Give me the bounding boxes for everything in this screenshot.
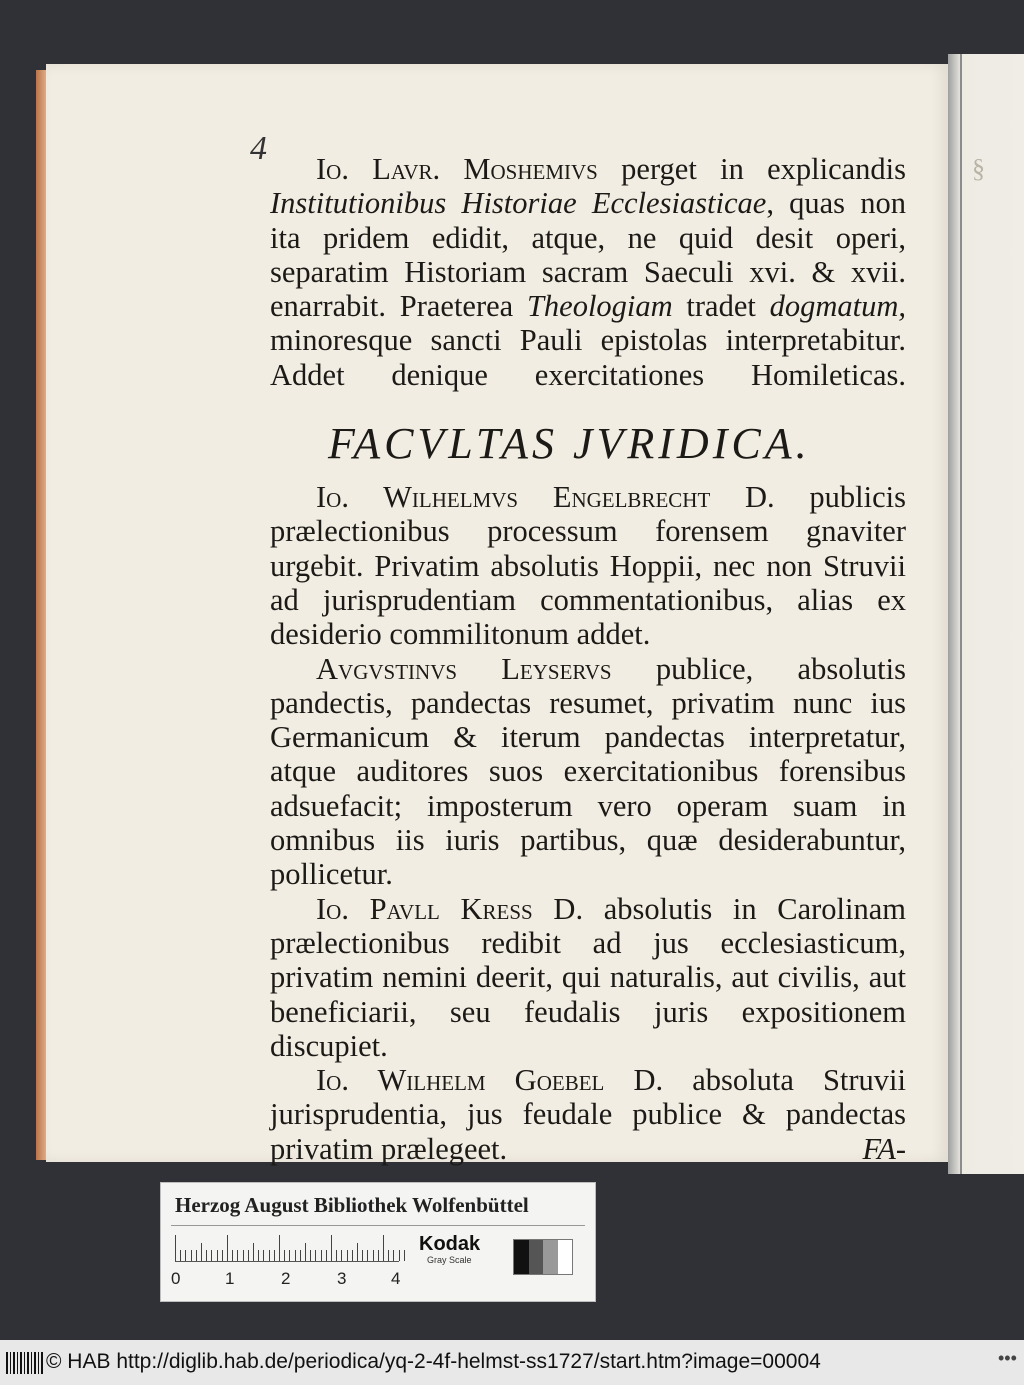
ruler-tick xyxy=(310,1250,311,1261)
paragraph-kress xyxy=(270,892,906,1063)
ruler-number: 1 xyxy=(225,1269,235,1288)
author-name: Io. Pavll Kress xyxy=(316,891,533,926)
barcode-icon xyxy=(6,1352,44,1374)
ruler-tick xyxy=(300,1250,301,1261)
ruler-number: 3 xyxy=(337,1269,347,1288)
paragraph-body: D. publicis prælectionibus processum forensem gnaviter urgebit. Privatim absolutis Hoppii, nec non Struvii ad jurisprudentiam commentationibus, alias ex desiderio commilitonum addet. xyxy=(270,480,906,652)
scale-ruler xyxy=(175,1233,399,1262)
paragraph-leyser xyxy=(270,652,906,892)
ruler-tick xyxy=(232,1250,233,1261)
text-run: perget in explicandis xyxy=(597,152,906,186)
catchword: FA- xyxy=(862,1131,906,1166)
paragraph-goebel xyxy=(270,1063,906,1166)
ruler-number: 2 xyxy=(281,1269,291,1288)
ruler-tick xyxy=(222,1250,223,1261)
ruler-tick xyxy=(196,1250,197,1261)
status-bar xyxy=(0,1340,1024,1385)
ruler-tick xyxy=(393,1250,394,1261)
more-icon[interactable]: ••• xyxy=(998,1348,1017,1368)
paragraph-engelbrecht xyxy=(270,480,906,651)
ruler-tick xyxy=(326,1250,327,1261)
text-run: tradet xyxy=(672,289,770,324)
italic-run: dogmatum, xyxy=(769,289,906,324)
ruler-tick xyxy=(378,1250,379,1261)
ruler-tick xyxy=(191,1250,192,1261)
ruler-number: 0 xyxy=(171,1269,181,1288)
color-calibration-label xyxy=(160,1182,596,1302)
ruler-tick xyxy=(201,1243,202,1261)
ruler-tick xyxy=(243,1250,244,1261)
section-heading: FACVLTAS JVRIDICA. xyxy=(328,419,811,469)
ruler-tick xyxy=(305,1243,306,1261)
label-divider xyxy=(171,1225,585,1226)
ruler-tick xyxy=(211,1250,212,1261)
ruler-tick xyxy=(253,1243,254,1261)
italic-run: Theologiam xyxy=(526,289,673,324)
author-name: Io. Lavr. Moshemivs xyxy=(316,152,598,186)
ruler-tick xyxy=(274,1250,275,1261)
ruler-tick xyxy=(206,1250,207,1261)
ruler-tick xyxy=(331,1235,332,1261)
ruler-tick xyxy=(217,1250,218,1261)
spine-line xyxy=(960,54,962,1174)
ruler-tick xyxy=(289,1250,290,1261)
ruler-tick xyxy=(341,1250,342,1261)
kodak-logo: Kodak xyxy=(419,1233,481,1255)
ruler-tick xyxy=(269,1250,270,1261)
ruler-tick xyxy=(399,1250,400,1261)
ruler-tick xyxy=(321,1250,322,1261)
ruler-tick xyxy=(279,1235,280,1261)
library-name: Herzog August Bibliothek Wolfenbüttel xyxy=(175,1193,529,1217)
italic-run: Institutionibus Historiae Ecclesiasticae xyxy=(270,186,767,221)
ruler-tick xyxy=(367,1250,368,1261)
page-number: 4 xyxy=(250,130,267,167)
ruler-tick xyxy=(347,1250,348,1261)
gray-scale-caption: Gray Scale xyxy=(427,1255,472,1265)
paragraph-body: D. absolutis in Carolinam prælectionibus redibit ad jus ecclesiasticum, privatim nemini deerit, qui naturalis, aut civilis, aut beneficiarii, seu feudalis juris expositionem discupiet. xyxy=(270,891,906,1063)
author-name: Avgvstinvs Leyservs xyxy=(316,651,612,686)
status-url[interactable]: © HAB http://diglib.hab.de/periodica/yq-2-4f-helmst-ss1727/start.htm?image=00004 xyxy=(46,1350,821,1373)
ruler-tick xyxy=(383,1235,384,1261)
paragraph-body: D. absoluta Struvii jurisprudentia, jus feudale publice & pandectas privatim prælegeet. xyxy=(270,1063,906,1166)
ruler-number: 4 xyxy=(391,1269,401,1288)
ruler-tick xyxy=(404,1250,405,1261)
ruler-tick xyxy=(388,1250,389,1261)
paragraph-theology xyxy=(270,152,906,392)
page-text xyxy=(250,130,906,1166)
ruler-tick xyxy=(352,1250,353,1261)
ruler-tick xyxy=(185,1250,186,1261)
ruler-tick xyxy=(357,1243,358,1261)
ruler-tick xyxy=(373,1250,374,1261)
ruler-tick xyxy=(227,1235,228,1261)
ruler-tick xyxy=(284,1250,285,1261)
text-run: minoresque sancti Pauli epistolas interpretabitur. Addet denique exercitationes Homileticas. xyxy=(270,323,906,392)
ruler-tick xyxy=(175,1235,176,1261)
ruler-tick xyxy=(336,1250,337,1261)
ruler-tick xyxy=(362,1250,363,1261)
paragraph-body: publice, absolutis pandectis, pandectas resumet, privatim nunc ius Germanicum & iterum pandectas interpretatur, atque auditores suos exercitationibus forensibus adsuefacit; imposterum vero operam suam in omnibus iis iuris partibus, quæ desiderabuntur, pollicetur. xyxy=(270,651,906,892)
ruler-tick xyxy=(180,1250,181,1261)
ruler-tick xyxy=(258,1250,259,1261)
ruler-tick xyxy=(295,1250,296,1261)
gray-swatches xyxy=(513,1239,573,1275)
author-name: Io. Wilhelmvs Engelbrecht xyxy=(316,480,711,515)
ruler-tick xyxy=(315,1250,316,1261)
ruler-tick xyxy=(248,1250,249,1261)
text-run: , quas non ita pridem edidit, atque, ne quid desit operi, separatim Historiam sacram Saeculi xvi. & xvii. enarrabit. Praeterea xyxy=(270,186,906,324)
author-name: Io. Wilhelm Goebel xyxy=(316,1063,605,1098)
ruler-tick xyxy=(263,1250,264,1261)
facing-page-edge: § xyxy=(948,54,1024,1174)
ruler-tick xyxy=(237,1250,238,1261)
